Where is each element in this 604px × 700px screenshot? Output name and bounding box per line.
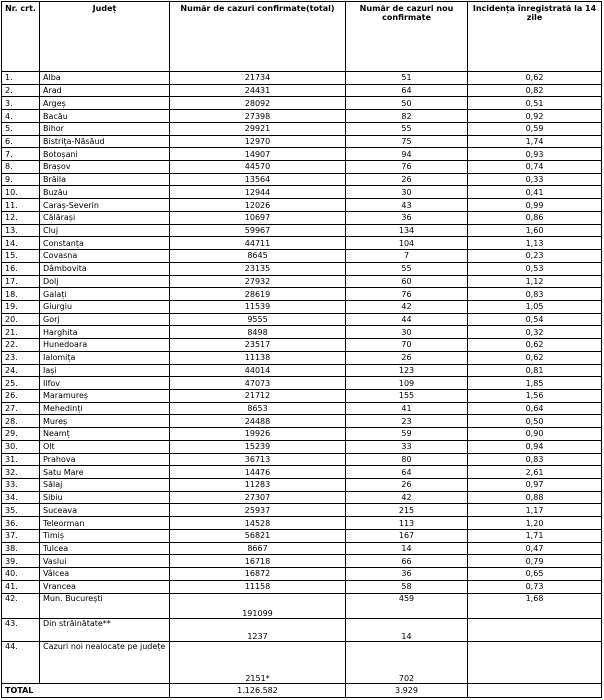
cell-total: 14528: [170, 517, 346, 530]
cell-nr: 19.: [2, 300, 40, 313]
table-row-strainatate: [2, 618, 602, 641]
cell-nou: 30: [346, 186, 468, 199]
cell-total: 12026: [170, 199, 346, 212]
cell-judet: Brăila: [40, 173, 170, 186]
table-row: [2, 568, 602, 581]
cell-incidenta: [468, 641, 602, 683]
cell-nou: 167: [346, 529, 468, 542]
cell-total: 36713: [170, 453, 346, 466]
cell-nr: 2.: [2, 84, 40, 97]
cell-nou: 60: [346, 275, 468, 288]
cell-nr: 33.: [2, 479, 40, 492]
cell-nr: 41.: [2, 580, 40, 593]
cell-nr: 38.: [2, 542, 40, 555]
cell-incidenta: 0,62: [468, 72, 602, 85]
cell-total: 16872: [170, 568, 346, 581]
cell-incidenta: 0,50: [468, 415, 602, 428]
cell-nr: 31.: [2, 453, 40, 466]
table-row: [2, 440, 602, 453]
cell-nou: 14: [346, 618, 468, 641]
cell-nr: 23.: [2, 351, 40, 364]
table-row: [2, 428, 602, 441]
total-cases: 1.126.582: [170, 684, 346, 698]
table-row-total: [2, 684, 602, 698]
cell-total: 12944: [170, 186, 346, 199]
cell-nou: 76: [346, 288, 468, 301]
cell-total: 19926: [170, 428, 346, 441]
cell-total: 25937: [170, 504, 346, 517]
cell-nr: 4.: [2, 110, 40, 123]
cell-nou: 33: [346, 440, 468, 453]
table-row: [2, 300, 602, 313]
cell-nou: 58: [346, 580, 468, 593]
cell-incidenta: 0,92: [468, 110, 602, 123]
cell-nou: 42: [346, 300, 468, 313]
cell-nr: 13.: [2, 224, 40, 237]
cell-judet: Iași: [40, 364, 170, 377]
cell-nou: 26: [346, 351, 468, 364]
cell-total: 28619: [170, 288, 346, 301]
cell-incidenta: 0,93: [468, 148, 602, 161]
cell-judet: Harghita: [40, 326, 170, 339]
cell-total: 28092: [170, 97, 346, 110]
cell-total: 23517: [170, 339, 346, 352]
cell-nou: 50: [346, 97, 468, 110]
cell-nou: 155: [346, 389, 468, 402]
cell-judet: Ialomița: [40, 351, 170, 364]
table-row: [2, 72, 602, 85]
cell-nr: 17.: [2, 275, 40, 288]
cell-judet: Vrancea: [40, 580, 170, 593]
cell-total: 24431: [170, 84, 346, 97]
cell-incidenta: 1,12: [468, 275, 602, 288]
cell-incidenta: [468, 618, 602, 641]
cell-incidenta: 0,51: [468, 97, 602, 110]
total-new-cases: 3.929: [346, 684, 468, 698]
cell-incidenta: 0,64: [468, 402, 602, 415]
cell-judet: Suceava: [40, 504, 170, 517]
header-incidenta: Incidența înregistrată la 14 zile: [468, 2, 602, 72]
cell-judet: Hunedoara: [40, 339, 170, 352]
cell-judet: Călărași: [40, 211, 170, 224]
table-row: [2, 402, 602, 415]
cell-incidenta: 1,20: [468, 517, 602, 530]
cell-nou: 41: [346, 402, 468, 415]
cell-judet: Argeș: [40, 97, 170, 110]
cell-judet: Dolj: [40, 275, 170, 288]
cell-total: 21712: [170, 389, 346, 402]
cell-nr: 21.: [2, 326, 40, 339]
table-row: [2, 211, 602, 224]
cell-nou: 14: [346, 542, 468, 555]
cell-nr: 16.: [2, 262, 40, 275]
cell-nou: 23: [346, 415, 468, 428]
cell-total: 27932: [170, 275, 346, 288]
cell-judet: Galați: [40, 288, 170, 301]
cell-nr: 35.: [2, 504, 40, 517]
cell-nr: 1.: [2, 72, 40, 85]
cell-total: 16718: [170, 555, 346, 568]
cell-judet: Tulcea: [40, 542, 170, 555]
table-row: [2, 479, 602, 492]
cell-nou: 66: [346, 555, 468, 568]
cell-nr: 42.: [2, 593, 40, 618]
cell-nr: 25.: [2, 377, 40, 390]
cell-incidenta: 1,74: [468, 135, 602, 148]
table-row: [2, 466, 602, 479]
cell-total: 27307: [170, 491, 346, 504]
table-row: [2, 313, 602, 326]
cell-nr: 6.: [2, 135, 40, 148]
cell-judet: Brașov: [40, 161, 170, 174]
table-row: [2, 199, 602, 212]
covid-cases-table: [1, 1, 602, 698]
cell-total: 1237: [170, 618, 346, 641]
cell-nou: 64: [346, 466, 468, 479]
cell-incidenta: 1,05: [468, 300, 602, 313]
cell-nou: 42: [346, 491, 468, 504]
table-row: [2, 288, 602, 301]
cell-total: 8645: [170, 250, 346, 263]
cell-nr: 24.: [2, 364, 40, 377]
cell-judet: Cluj: [40, 224, 170, 237]
cell-total: 12970: [170, 135, 346, 148]
cell-incidenta: 0,81: [468, 364, 602, 377]
header-total: Număr de cazuri confirmate(total): [170, 2, 346, 72]
cell-nr: 7.: [2, 148, 40, 161]
table-row: [2, 415, 602, 428]
cell-nou: 36: [346, 568, 468, 581]
cell-nr: 3.: [2, 97, 40, 110]
cell-incidenta: 0,65: [468, 568, 602, 581]
cell-nr: 22.: [2, 339, 40, 352]
cell-nou: 134: [346, 224, 468, 237]
cell-nr: 18.: [2, 288, 40, 301]
cell-nou: 30: [346, 326, 468, 339]
cell-incidenta: 0,97: [468, 479, 602, 492]
cell-nou: 55: [346, 262, 468, 275]
table-row: [2, 173, 602, 186]
cell-judet: Giurgiu: [40, 300, 170, 313]
cell-nr: 11.: [2, 199, 40, 212]
cell-total: 23135: [170, 262, 346, 275]
cell-incidenta: 0,82: [468, 84, 602, 97]
cell-judet: Teleorman: [40, 517, 170, 530]
cell-total: 24488: [170, 415, 346, 428]
cell-judet: Satu Mare: [40, 466, 170, 479]
cell-total: 2151*: [170, 641, 346, 683]
cell-nr: 36.: [2, 517, 40, 530]
cell-incidenta: 0,62: [468, 351, 602, 364]
cell-nou: 51: [346, 72, 468, 85]
cell-incidenta: 1,56: [468, 389, 602, 402]
cell-incidenta: 1,60: [468, 224, 602, 237]
cell-total: 44711: [170, 237, 346, 250]
cell-judet: Constanța: [40, 237, 170, 250]
cell-nr: 34.: [2, 491, 40, 504]
table-row: [2, 517, 602, 530]
cell-judet: Bacău: [40, 110, 170, 123]
cell-incidenta: 0,83: [468, 288, 602, 301]
header-nou: Număr de cazuri nou confirmate: [346, 2, 468, 72]
table-row: [2, 186, 602, 199]
table-row: [2, 491, 602, 504]
cell-nou: 26: [346, 173, 468, 186]
cell-judet: Vâlcea: [40, 568, 170, 581]
cell-incidenta: 0,90: [468, 428, 602, 441]
cell-total: 44570: [170, 161, 346, 174]
cell-nou: 7: [346, 250, 468, 263]
cell-nr: 28.: [2, 415, 40, 428]
cell-incidenta: 1,17: [468, 504, 602, 517]
cell-total: 14907: [170, 148, 346, 161]
cell-incidenta: 0,62: [468, 339, 602, 352]
cell-incidenta: 0,32: [468, 326, 602, 339]
table-row: [2, 339, 602, 352]
cell-nr: 37.: [2, 529, 40, 542]
table-row: [2, 262, 602, 275]
table-row: [2, 250, 602, 263]
table-row: [2, 84, 602, 97]
cell-incidenta: 1,68: [468, 593, 602, 618]
cell-incidenta: 0,99: [468, 199, 602, 212]
cell-incidenta: 0,47: [468, 542, 602, 555]
cell-total: 44014: [170, 364, 346, 377]
cell-incidenta: 0,53: [468, 262, 602, 275]
cell-nou: 26: [346, 479, 468, 492]
cell-judet: Vaslui: [40, 555, 170, 568]
cell-nr: 29.: [2, 428, 40, 441]
cell-nou: 459: [346, 593, 468, 618]
cell-nou: 43: [346, 199, 468, 212]
cell-judet: Covasna: [40, 250, 170, 263]
cell-nou: 109: [346, 377, 468, 390]
table-row: [2, 542, 602, 555]
cell-judet: Botoșani: [40, 148, 170, 161]
cell-total: 15239: [170, 440, 346, 453]
cell-nr: 8.: [2, 161, 40, 174]
cell-total: 59967: [170, 224, 346, 237]
table-row: [2, 326, 602, 339]
cell-total: 10697: [170, 211, 346, 224]
cell-nou: 64: [346, 84, 468, 97]
cell-incidenta: 1,85: [468, 377, 602, 390]
cell-judet: Cazuri noi nealocate pe județe: [40, 641, 170, 683]
cell-judet: Prahova: [40, 453, 170, 466]
table-row: [2, 529, 602, 542]
cell-total: 14476: [170, 466, 346, 479]
cell-nou: 36: [346, 211, 468, 224]
cell-total: 8653: [170, 402, 346, 415]
cell-nou: 82: [346, 110, 468, 123]
cell-nr: 14.: [2, 237, 40, 250]
cell-incidenta: 0,41: [468, 186, 602, 199]
table-row: [2, 161, 602, 174]
cell-incidenta: 0,79: [468, 555, 602, 568]
table-row: [2, 122, 602, 135]
table-body: [2, 72, 602, 594]
cell-judet: Neamț: [40, 428, 170, 441]
cell-total: 29921: [170, 122, 346, 135]
table-row: [2, 110, 602, 123]
cell-nou: 104: [346, 237, 468, 250]
table-row: [2, 275, 602, 288]
cell-nr: 44.: [2, 641, 40, 683]
cell-judet: Timiș: [40, 529, 170, 542]
cell-nr: 27.: [2, 402, 40, 415]
total-label: TOTAL: [2, 684, 170, 698]
cell-incidenta: 0,74: [468, 161, 602, 174]
cell-nou: 44: [346, 313, 468, 326]
cell-incidenta: 0,33: [468, 173, 602, 186]
table-row: [2, 135, 602, 148]
table-row: [2, 364, 602, 377]
cell-incidenta: 0,83: [468, 453, 602, 466]
cell-judet: Alba: [40, 72, 170, 85]
cell-total: 11138: [170, 351, 346, 364]
cell-total: 8667: [170, 542, 346, 555]
table-row-nealocate: [2, 641, 602, 683]
cell-judet: Ilfov: [40, 377, 170, 390]
cell-nr: 40.: [2, 568, 40, 581]
cell-total: 191099: [170, 593, 346, 618]
cell-total: 47073: [170, 377, 346, 390]
cell-nr: 32.: [2, 466, 40, 479]
cell-judet: Buzău: [40, 186, 170, 199]
cell-total: 11539: [170, 300, 346, 313]
cell-nr: 39.: [2, 555, 40, 568]
cell-nou: 94: [346, 148, 468, 161]
cell-nou: 76: [346, 161, 468, 174]
cell-incidenta: 0,86: [468, 211, 602, 224]
cell-nou: 123: [346, 364, 468, 377]
cell-judet: Arad: [40, 84, 170, 97]
table-row: [2, 453, 602, 466]
cell-judet: Bihor: [40, 122, 170, 135]
cell-incidenta: 0,88: [468, 491, 602, 504]
cell-judet: Mureș: [40, 415, 170, 428]
cell-judet: Olt: [40, 440, 170, 453]
table-row: [2, 377, 602, 390]
cell-nou: 80: [346, 453, 468, 466]
cell-judet: Maramureș: [40, 389, 170, 402]
cell-judet: Sibiu: [40, 491, 170, 504]
cell-incidenta: 0,73: [468, 580, 602, 593]
table-row: [2, 224, 602, 237]
total-incidenta: [468, 684, 602, 698]
cell-nou: 215: [346, 504, 468, 517]
table-special-rows: [2, 593, 602, 697]
table-row: [2, 389, 602, 402]
table-row: [2, 237, 602, 250]
table-row: [2, 351, 602, 364]
cell-total: 9555: [170, 313, 346, 326]
cell-total: 8498: [170, 326, 346, 339]
cell-nr: 10.: [2, 186, 40, 199]
table-row-bucuresti: [2, 593, 602, 618]
table-row: [2, 504, 602, 517]
cell-judet: Dâmbovita: [40, 262, 170, 275]
cell-nou: 75: [346, 135, 468, 148]
cell-nr: 15.: [2, 250, 40, 263]
table-header-row: [2, 2, 602, 72]
cell-incidenta: 0,54: [468, 313, 602, 326]
cell-nr: 20.: [2, 313, 40, 326]
cell-nr: 43.: [2, 618, 40, 641]
cell-judet: Sălaj: [40, 479, 170, 492]
cell-judet: Caraș-Severin: [40, 199, 170, 212]
cell-incidenta: 2,61: [468, 466, 602, 479]
table-row: [2, 580, 602, 593]
cell-total: 13564: [170, 173, 346, 186]
cell-nr: 12.: [2, 211, 40, 224]
header-judet: Județ: [40, 2, 170, 72]
cell-judet: Bistrița-Năsăud: [40, 135, 170, 148]
cell-nou: 59: [346, 428, 468, 441]
cell-incidenta: 1,13: [468, 237, 602, 250]
cell-incidenta: 0,94: [468, 440, 602, 453]
cell-nou: 55: [346, 122, 468, 135]
cell-judet: Mehedinți: [40, 402, 170, 415]
cell-nou: 70: [346, 339, 468, 352]
cell-judet: Din străinătate**: [40, 618, 170, 641]
cell-total: 56821: [170, 529, 346, 542]
cell-incidenta: 1,71: [468, 529, 602, 542]
table-row: [2, 148, 602, 161]
cell-nou: 113: [346, 517, 468, 530]
cell-incidenta: 0,59: [468, 122, 602, 135]
table-row: [2, 97, 602, 110]
cell-total: 27398: [170, 110, 346, 123]
cell-judet: Mun. București: [40, 593, 170, 618]
cell-total: 11158: [170, 580, 346, 593]
cell-nr: 30.: [2, 440, 40, 453]
cell-judet: Gorj: [40, 313, 170, 326]
cell-incidenta: 0,23: [468, 250, 602, 263]
cell-nr: 5.: [2, 122, 40, 135]
header-nr: Nr. crt.: [2, 2, 40, 72]
cell-total: 11283: [170, 479, 346, 492]
cell-nou: 702: [346, 641, 468, 683]
cell-nr: 26.: [2, 389, 40, 402]
cell-total: 21734: [170, 72, 346, 85]
cell-nr: 9.: [2, 173, 40, 186]
table-row: [2, 555, 602, 568]
